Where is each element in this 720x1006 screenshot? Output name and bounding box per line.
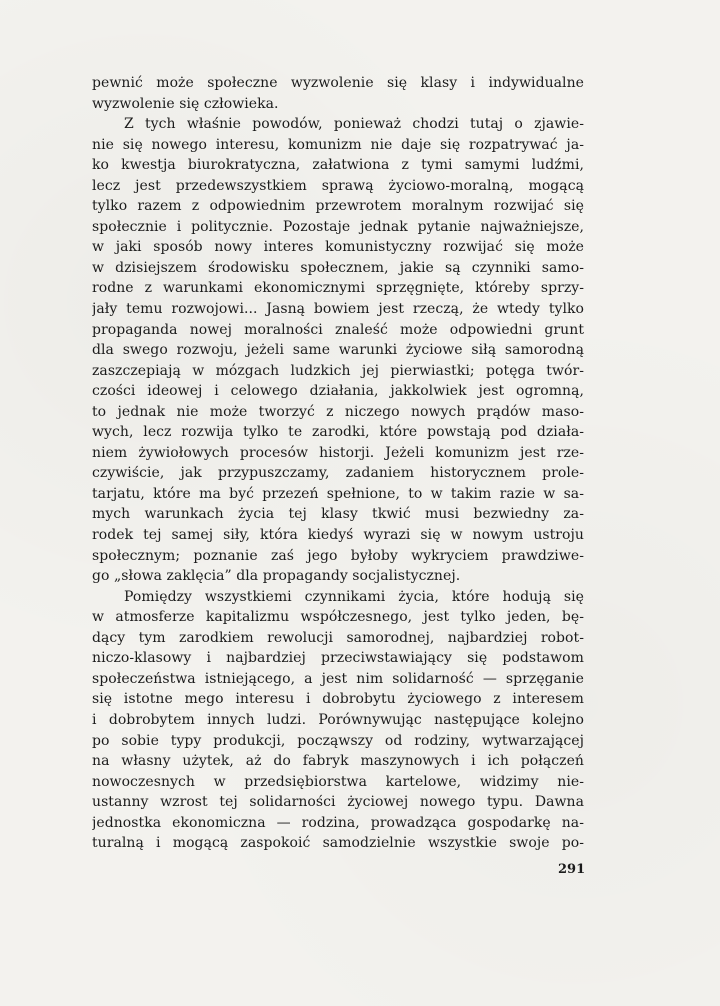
text-line: się istotne mego interesu i dobrobytu życiowego z interesem bbox=[92, 691, 584, 708]
text-line: społecznym; poznanie zaś jego byłoby wykryciem prawdziwe- bbox=[92, 547, 584, 564]
text-line: mych warunkach życia tej klasy tkwić musi bezwiedny za- bbox=[92, 506, 584, 523]
text-line: wych, lecz rozwija tylko te zarodki, które powstają pod działa- bbox=[92, 424, 584, 441]
paragraph-first-line: Pomiędzy wszystkiemi czynnikami życia, które hodują się bbox=[124, 588, 584, 605]
text-line: tylko razem z odpowiednim przewrotem moralnym rozwijać się bbox=[92, 198, 584, 215]
text-line: czości ideowej i celowego działania, jakkolwiek jest ogromną, bbox=[92, 383, 584, 400]
text-line: po sobie typy produkcji, począwszy od rodziny, wytwarzającej bbox=[92, 732, 584, 749]
text-line: rodne z warunkami ekonomicznymi sprzęgnięte, któreby sprzy- bbox=[92, 280, 584, 297]
text-line: turalną i mogącą zaspokoić samodzielnie wszystkie swoje po- bbox=[92, 835, 584, 852]
text-line: i dobrobytem innych ludzi. Porównywując następujące kolejno bbox=[92, 711, 584, 728]
text-line: czywiście, jak przypuszczamy, zadaniem historycznem prole- bbox=[92, 465, 584, 482]
page-number: 291 bbox=[558, 862, 586, 877]
text-line: rodek tej samej siły, która kiedyś wyrazi się w nowym ustroju bbox=[92, 527, 584, 544]
text-line: na własny użytek, aż do fabryk maszynowych i ich połączeń bbox=[92, 753, 584, 770]
text-line: dący tym zarodkiem rewolucji samorodnej, najbardziej robot- bbox=[92, 629, 584, 646]
text-line: jały temu rozwojowi... Jasną bowiem jest rzeczą, że wtedy tylko bbox=[92, 301, 584, 318]
text-line: w atmosferze kapitalizmu współczesnego, jest tylko jeden, bę- bbox=[92, 609, 584, 626]
text-line: go „słowa zaklęcia” dla propagandy socjalistycznej. bbox=[92, 568, 461, 585]
text-line: społecznie i politycznie. Pozostaje jednak pytanie najważniejsze, bbox=[92, 218, 584, 235]
text-line: w dzisiejszem środowisku społecznem, jakie są czynniki samo- bbox=[92, 259, 584, 276]
text-line: niem żywiołowych procesów historji. Jeżeli komunizm jest rze- bbox=[92, 444, 584, 461]
text-line: wyzwolenie się człowieka. bbox=[92, 95, 279, 112]
text-line: ko kwestja biurokratyczna, załatwiona z tymi samymi ludźmi, bbox=[92, 157, 584, 174]
body-text bbox=[92, 73, 584, 854]
text-line: dla swego rozwoju, jeżeli same warunki życiowe siłą samorodną bbox=[92, 342, 584, 359]
text-line: lecz jest przedewszystkiem sprawą życiowo-moralną, mogącą bbox=[92, 177, 584, 194]
text-line: nowoczesnych w przedsiębiorstwa kartelowe, widzimy nie- bbox=[92, 773, 584, 790]
text-line: tarjatu, które ma być przezeń spełnione, to w takim razie w sa- bbox=[92, 485, 584, 502]
text-line: nie się nowego interesu, komunizm nie daje się rozpatrywać ja- bbox=[92, 136, 584, 153]
paragraph-first-line: Z tych właśnie powodów, ponieważ chodzi tutaj o zjawie- bbox=[124, 116, 584, 133]
text-line: jednostka ekonomiczna — rodzina, prowadząca gospodarkę na- bbox=[92, 814, 584, 831]
text-line: w jaki sposób nowy interes komunistyczny rozwijać się może bbox=[92, 239, 584, 256]
text-line: propaganda nowej moralności znaleść może odpowiedni grunt bbox=[92, 321, 584, 338]
text-line: niczo-klasowy i najbardziej przeciwstawiający się podstawom bbox=[92, 650, 584, 667]
text-line: ustanny wzrost tej solidarności życiowej nowego typu. Dawna bbox=[92, 794, 584, 811]
text-line: zaszczepiają w mózgach ludzkich jej pierwiastki; potęga twór- bbox=[92, 362, 584, 379]
text-line: społeczeństwa istniejącego, a jest nim solidarność — sprzęganie bbox=[92, 670, 584, 687]
text-line: pewnić może społeczne wyzwolenie się klasy i indywidualne bbox=[92, 75, 584, 91]
text-line: to jednak nie może tworzyć z niczego nowych prądów maso- bbox=[92, 403, 584, 420]
